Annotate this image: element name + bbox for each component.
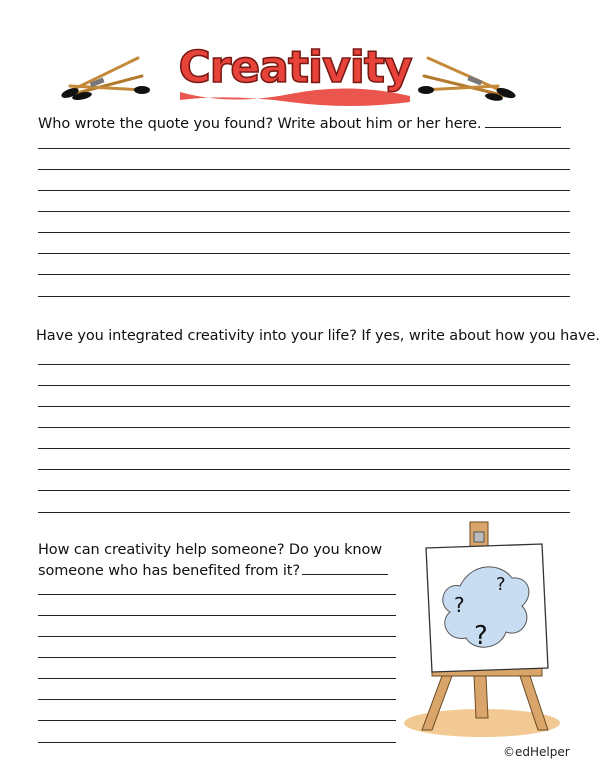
prompt-3	[38, 540, 388, 582]
prompt-1-text: Who wrote the quote you found? Write about him or her here.	[38, 116, 482, 132]
prompt-3-line-2: someone who has benefited from it?	[38, 563, 300, 579]
answer-line[interactable]	[38, 211, 570, 212]
answer-line[interactable]	[38, 169, 570, 170]
answer-line[interactable]	[38, 678, 396, 679]
answer-line[interactable]	[38, 364, 570, 365]
answer-line[interactable]	[38, 448, 570, 449]
answer-blank-1[interactable]	[485, 126, 561, 128]
answer-line[interactable]	[38, 594, 396, 595]
answer-line[interactable]	[38, 720, 396, 721]
answer-line[interactable]	[38, 190, 570, 191]
answer-line[interactable]	[38, 232, 570, 233]
answer-line[interactable]	[38, 636, 396, 637]
answer-line[interactable]	[38, 385, 570, 386]
page-header	[0, 28, 600, 108]
prompt-3-line-1: How can creativity help someone? Do you know	[38, 542, 383, 558]
answer-line[interactable]	[38, 699, 396, 700]
answer-line[interactable]	[38, 253, 570, 254]
answer-line[interactable]	[38, 490, 570, 491]
answer-line[interactable]	[38, 657, 396, 658]
prompt-1	[38, 114, 561, 135]
answer-line[interactable]	[38, 274, 570, 275]
answer-line[interactable]	[38, 615, 396, 616]
prompt-2	[36, 326, 600, 347]
answer-blank-3[interactable]	[302, 573, 388, 575]
title-banner	[170, 36, 420, 106]
page-title: Creativity	[178, 42, 412, 93]
easel-icon	[402, 518, 562, 740]
answer-line[interactable]	[38, 512, 570, 513]
answer-line[interactable]	[38, 406, 570, 407]
answer-line[interactable]	[38, 742, 396, 743]
copyright-text: ©edHelper	[503, 745, 570, 759]
answer-line[interactable]	[38, 148, 570, 149]
paintbrush-icon	[418, 46, 518, 101]
question-mark: ?	[454, 593, 465, 617]
prompt-2-text: Have you integrated creativity into your life? If yes, write about how you have.	[36, 328, 600, 344]
answer-line[interactable]	[38, 427, 570, 428]
answer-line[interactable]	[38, 296, 570, 297]
answer-line[interactable]	[38, 469, 570, 470]
paintbrush-icon	[60, 46, 150, 101]
question-mark: ?	[474, 621, 488, 651]
question-mark: ?	[496, 574, 506, 595]
